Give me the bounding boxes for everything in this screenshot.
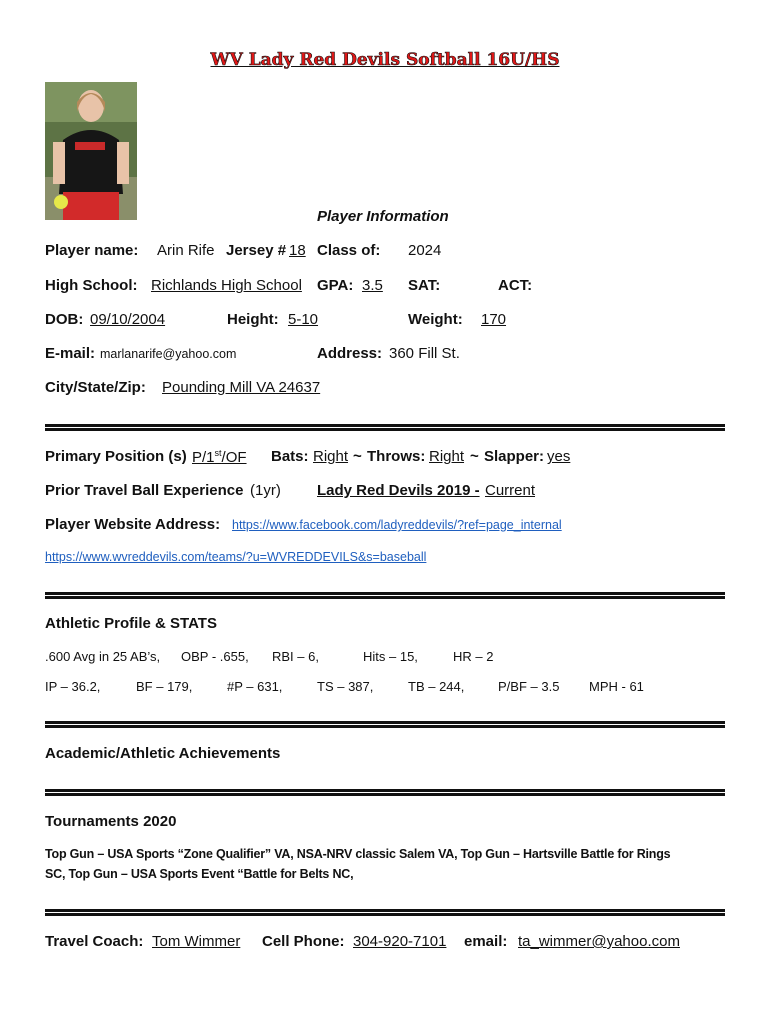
sat-label: SAT: (408, 277, 441, 294)
address-label: Address: (317, 345, 383, 362)
height-label: Height: (227, 311, 279, 328)
throws-label: Throws: (367, 448, 426, 465)
bats-label: Bats: (271, 448, 309, 465)
stat-ts: TS – 387, (317, 679, 374, 694)
tournaments-heading: Tournaments 2020 (45, 813, 177, 830)
divider (45, 721, 725, 728)
stat-hits: Hits – 15, (363, 649, 418, 664)
dob-label: DOB: (45, 311, 84, 328)
email-value: marlanarife@yahoo.com (100, 347, 237, 361)
weight-label: Weight: (408, 311, 463, 328)
high-school-label: High School: (45, 277, 138, 294)
achievements-heading: Academic/Athletic Achievements (45, 745, 281, 762)
city-label: City/State/Zip: (45, 379, 146, 396)
facebook-link[interactable]: https://www.facebook.com/ladyreddevils/?ref=page_internal (232, 518, 562, 532)
cell-phone: 304-920-7101 (353, 933, 447, 950)
email-label: E-mail: (45, 345, 96, 362)
player-photo (45, 82, 137, 220)
class-year: 2024 (408, 242, 442, 259)
travel-team: Lady Red Devils 2019 - (317, 482, 480, 499)
travel-label: Prior Travel Ball Experience (45, 482, 244, 499)
coach-name: Tom Wimmer (152, 933, 241, 950)
gpa-label: GPA: (317, 277, 354, 294)
website-label: Player Website Address: (45, 516, 221, 533)
tilde: ~ (470, 448, 479, 465)
divider (45, 592, 725, 599)
stat-tb: TB – 244, (408, 679, 465, 694)
tournaments-line: Top Gun – USA Sports “Zone Qualifier” VA, NSA-NRV classic Salem VA, Top Gun – Hartsville Battle for Rings (45, 847, 671, 861)
coach-email-label: email: (464, 933, 508, 950)
act-label: ACT: (498, 277, 533, 294)
stat-pitches: #P – 631, (227, 679, 283, 694)
cell-phone-label: Cell Phone: (262, 933, 345, 950)
dob-value: 09/10/2004 (90, 311, 166, 328)
jersey-label: Jersey # (226, 242, 287, 259)
divider (45, 909, 725, 916)
stat-rbi: RBI – 6, (272, 649, 319, 664)
stat-mph: MPH - 61 (589, 679, 644, 694)
player-name-label: Player name: (45, 242, 139, 259)
player-name: Arin Rife (157, 242, 215, 259)
divider (45, 424, 725, 431)
player-info-heading: Player Information (317, 208, 449, 225)
height-value: 5-10 (288, 311, 319, 328)
position-label: Primary Position (s) (45, 448, 187, 465)
throws-value: Right (429, 448, 465, 465)
weight-value: 170 (481, 311, 507, 328)
stat-pbf: P/BF – 3.5 (498, 679, 560, 694)
class-label: Class of: (317, 242, 381, 259)
address-value: 360 Fill St. (389, 345, 460, 362)
jersey-number: 18 (289, 242, 306, 259)
position-value: P/1st/OF (192, 448, 247, 466)
slapper-label: Slapper: (484, 448, 545, 465)
bats-value: Right (313, 448, 349, 465)
stat-avg: .600 Avg in 25 AB’s, (45, 649, 161, 664)
stat-ip: IP – 36.2, (45, 679, 101, 694)
stat-obp: OBP - .655, (181, 649, 249, 664)
divider (45, 789, 725, 796)
city-value: Pounding Mill VA 24637 (162, 379, 321, 396)
gpa-value: 3.5 (362, 277, 383, 294)
high-school: Richlands High School (151, 277, 302, 294)
travel-years: (1yr) (250, 482, 281, 499)
tilde: ~ (353, 448, 362, 465)
stat-bf: BF – 179, (136, 679, 193, 694)
team-website-link[interactable]: https://www.wvreddevils.com/teams/?u=WVREDDEVILS&s=baseball (45, 550, 427, 564)
tournaments-line: SC, Top Gun – USA Sports Event “Battle for Belts NC, (45, 867, 354, 881)
coach-label: Travel Coach: (45, 933, 144, 950)
stat-hr: HR – 2 (453, 649, 494, 664)
athletic-heading: Athletic Profile & STATS (45, 615, 217, 632)
coach-email[interactable]: ta_wimmer@yahoo.com (518, 933, 680, 950)
travel-current: Current (485, 482, 536, 499)
page-title: WV Lady Red Devils Softball 16U/HS (210, 50, 560, 70)
slapper-value: yes (547, 448, 571, 465)
